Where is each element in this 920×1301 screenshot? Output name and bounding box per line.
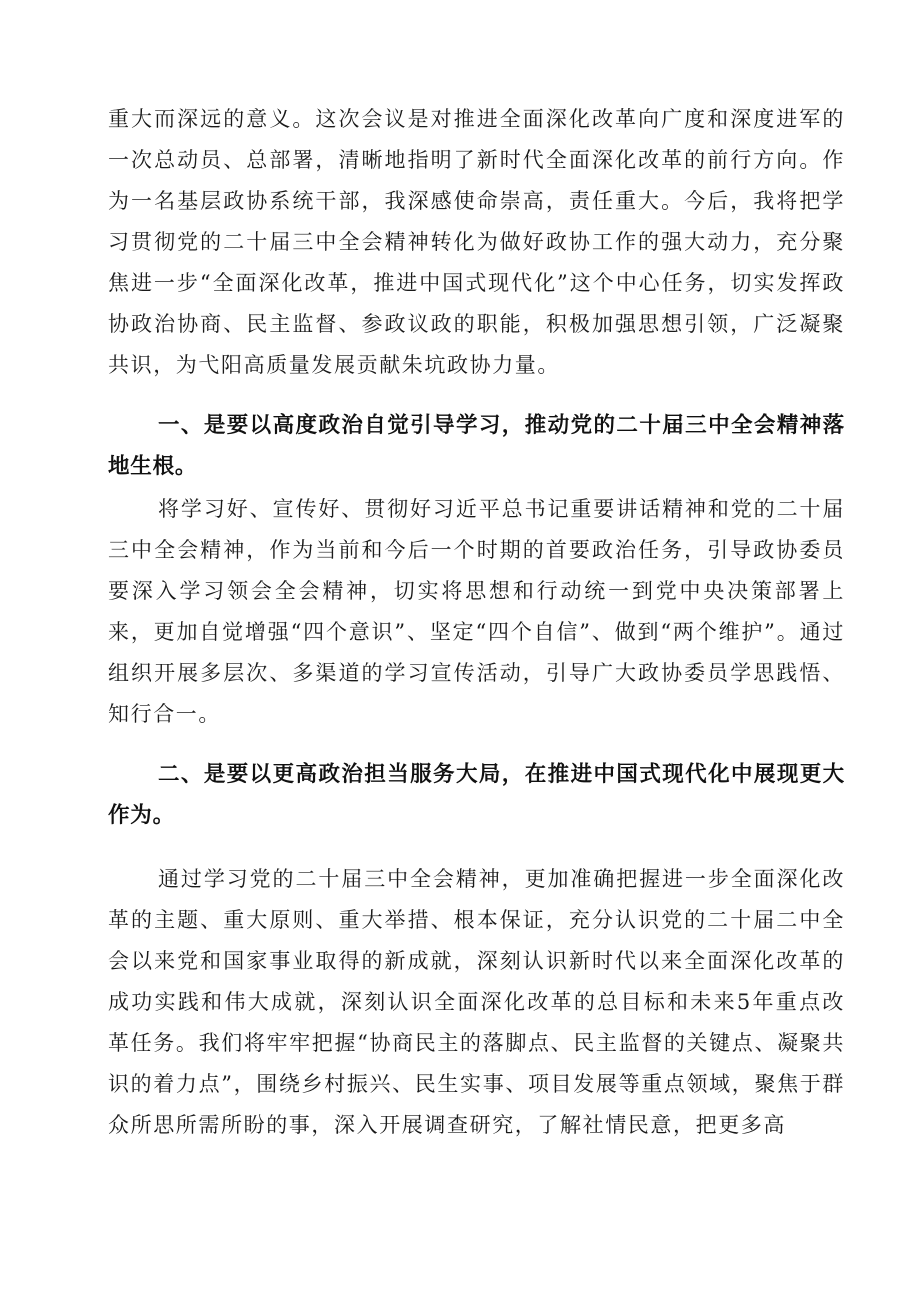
section-heading-two: 二、是要以更高政治担当服务大局，在推进中国式现代化中展现更大作为。 [108,762,845,828]
paragraph-service: 通过学习党的二十届三中全会精神，更加准确把握进一步全面深化改革的主题、重大原则、重大举措、根本保证，充分认识党的二十届二中全会以来党和国家事业取得的新成就，深刻认识新时代以来全面深化改革的成功实践和伟大成就，深刻认识全面深化改革的总目标和未来5年重点改革任务。我们将牢牢把握“协商民主的落脚点、民主监督的关键点、凝聚共识的着力点”，围绕乡村振兴、民生实事、项目发展等重点领域，聚焦于群众所思所需所盼的事，深入开展调查研究，了解社情民意，把更多高 [108,867,845,1137]
section-heading-one: 一、是要以高度政治自觉引导学习，推动党的二十届三中全会精神落地生根。 [108,413,845,479]
paragraph-study: 将学习好、宣传好、贯彻好习近平总书记重要讲话精神和党的二十届三中全会精神，作为当前和今后一个时期的首要政治任务，引导政协委员要深入学习领会全会精神，切实将思想和行动统一到党中央决策部署上来，更加自觉增强“四个意识”、坚定“四个自信”、做到“两个维护”。通过组织开展多层次、多渠道的学习宣传活动，引导广大政协委员学思践悟、知行合一。 [108,497,845,726]
paragraph-service-container [108,859,845,1146]
heading-two-container [108,754,845,836]
paragraph-study-container [108,489,845,735]
paragraph-intro: 重大而深远的意义。这次会议是对推进全面深化改革向广度和深度进军的一次总动员、总部署，清晰地指明了新时代全面深化改革的前行方向。作为一名基层政协系统干部，我深感使命崇高，责任重大。今后，我将把学习贯彻党的二十届三中全会精神转化为做好政协工作的强大动力，充分聚焦进一步“全面深化改革，推进中国式现代化”这个中心任务，切实发挥政协政治协商、民主监督、参政议政的职能，积极加强思想引领，广泛凝聚共识，为弋阳高质量发展贡献朱坑政协力量。 [108,107,845,377]
paragraph-intro-container [108,99,845,386]
heading-one-container [108,405,845,487]
